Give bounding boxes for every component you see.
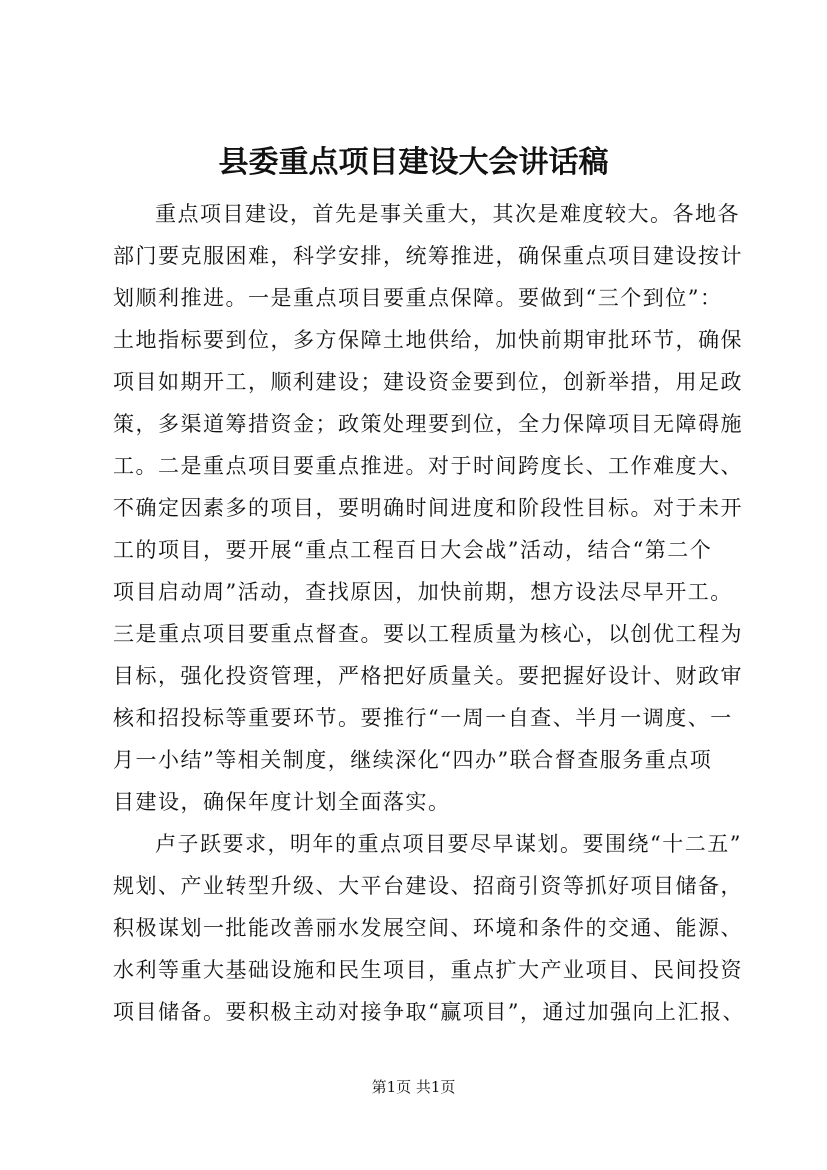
- paragraph-line: 策，多渠道筹措资金；政策处理要到位，全力保障项目无障碍施: [113, 412, 743, 436]
- paragraph-line: 项目启动周”活动，查找原因，加快前期，想方设法尽早开工。: [113, 580, 733, 604]
- paragraph-line: 规划、产业转型升级、大平台建设、招商引资等抓好项目储备，: [113, 874, 743, 898]
- paragraph-line: 水利等重大基础设施和民生项目，重点扩大产业项目、民间投资: [113, 958, 743, 982]
- paragraph-line: 目建设，确保年度计划全面落实。: [113, 790, 451, 814]
- paragraph-line: 卢子跃要求，明年的重点项目要尽早谋划。要围绕“十二五”: [155, 832, 742, 856]
- paragraph-line: 不确定因素多的项目，要明确时间进度和阶段性目标。对于未开: [113, 496, 743, 520]
- page-footer: 第1页 共1页: [371, 1078, 456, 1096]
- paragraph-line: 项目如期开工，顺利建设；建设资金要到位，创新举措，用足政: [113, 370, 743, 394]
- paragraph-line: 核和招投标等重要环节。要推行“一周一自查、半月一调度、一: [113, 706, 733, 730]
- document-title: 县委重点项目建设大会讲话稿: [218, 145, 609, 180]
- paragraph-line: 月一小结”等相关制度，继续深化“四办”联合督查服务重点项: [113, 748, 713, 772]
- paragraph-line: 划顺利推进。一是重点项目要重点保障。要做到“三个到位”：: [113, 286, 723, 310]
- paragraph-line: 三是重点项目要重点督查。要以工程质量为核心，以创优工程为: [113, 622, 743, 646]
- paragraph-line: 积极谋划一批能改善丽水发展空间、环境和条件的交通、能源、: [113, 916, 743, 940]
- paragraph-line: 重点项目建设，首先是事关重大，其次是难度较大。各地各: [155, 202, 740, 226]
- paragraph-line: 部门要克服困难，科学安排，统筹推进，确保重点项目建设按计: [113, 244, 743, 268]
- paragraph-line: 土地指标要到位，多方保障土地供给，加快前期审批环节，确保: [113, 328, 743, 352]
- paragraph-line: 工。二是重点项目要重点推进。对于时间跨度长、工作难度大、: [113, 454, 743, 478]
- paragraph-line: 目标，强化投资管理，严格把好质量关。要把握好设计、财政审: [113, 664, 743, 688]
- paragraph-line: 项目储备。要积极主动对接争取“赢项目”，通过加强向上汇报、: [113, 1000, 745, 1024]
- paragraph-line: 工的项目，要开展“重点工程百日大会战”活动，结合“第二个: [113, 538, 713, 562]
- document-body: [113, 193, 743, 1033]
